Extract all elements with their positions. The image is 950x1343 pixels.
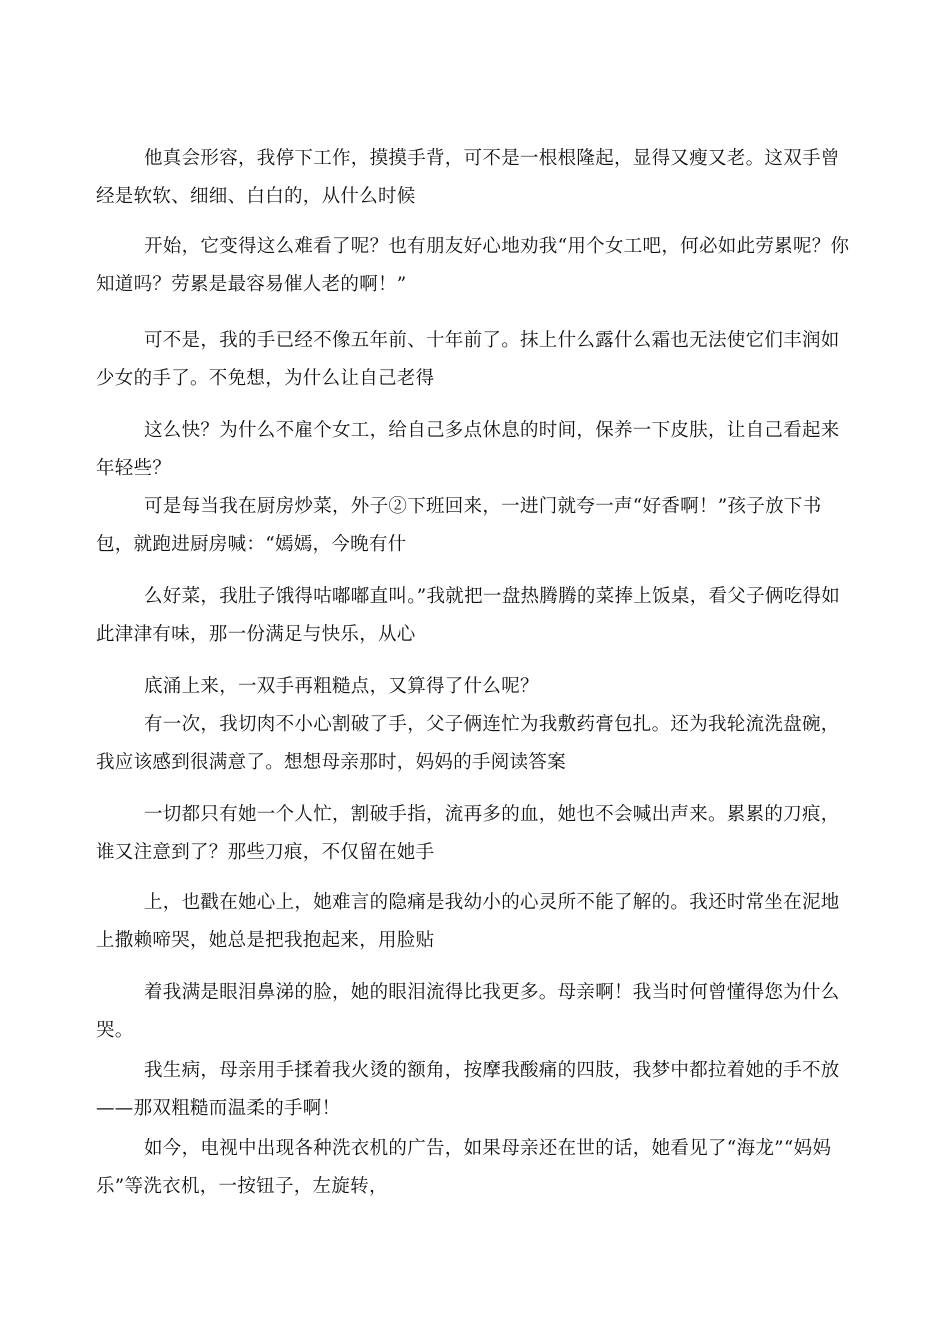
paragraph: 这么快？为什么不雇个女工，给自己多点休息的时间，保养一下皮肤，让自己看起来年轻些？ — [96, 420, 840, 479]
paragraph: 着我满是眼泪鼻涕的脸，她的眼泪流得比我更多。母亲啊！我当时何曾懂得您为什么哭。 — [96, 982, 840, 1041]
paragraph: 我生病，母亲用手揉着我火烫的额角，按摩我酸痛的四肢，我梦中都拉着她的手不放——那双粗糙而温柔的手啊！ — [96, 1060, 840, 1119]
paragraph: 底涌上来，一双手再粗糙点，又算得了什么呢？ — [144, 676, 539, 697]
paragraph: 上，也戳在她心上，她难言的隐痛是我幼小的心灵所不能了解的。我还时常坐在泥地上撒赖啼哭，她总是把我抱起来，用脸贴 — [96, 892, 840, 951]
paragraph: 么好菜，我肚子饿得咕嘟嘟直叫。”我就把一盘热腾腾的菜捧上饭桌，看父子俩吃得如此津津有味，那一份满足与快乐，从心 — [96, 586, 841, 645]
paragraph: 他真会形容，我停下工作，摸摸手背，可不是一根根隆起，显得又瘦又老。这双手曾经是软软、细细、白白的，从什么时候 — [96, 148, 840, 207]
paragraph: 如今，电视中出现各种洗衣机的广告，如果母亲还在世的话，她看见了“海龙”“妈妈乐”等洗衣机，一按钮子，左旋转， — [96, 1138, 832, 1197]
paragraph: 开始，它变得这么难看了呢？也有朋友好心地劝我“用个女工吧，何必如此劳累呢？你知道吗？劳累是最容易催人老的啊！” — [96, 236, 850, 295]
paragraph: 可不是，我的手已经不像五年前、十年前了。抹上什么露什么霜也无法使它们丰润如少女的手了。不免想，为什么让自己老得 — [96, 330, 840, 389]
paragraph: 可是每当我在厨房炒菜，外子②下班回来，一进门就夸一声“好香啊！”孩子放下书包，就跑进厨房喊：“嫣嫣，今晚有什 — [96, 496, 822, 555]
paragraph: 有一次，我切肉不小心割破了手，父子俩连忙为我敷药膏包扎。还为我轮流洗盘碗，我应该感到很满意了。想想母亲那时，妈妈的手阅读答案 — [96, 714, 840, 773]
paragraph: 一切都只有她一个人忙，割破手指，流再多的血，她也不会喊出声来。累累的刀痕，谁又注意到了？那些刀痕，不仅留在她手 — [96, 804, 840, 863]
